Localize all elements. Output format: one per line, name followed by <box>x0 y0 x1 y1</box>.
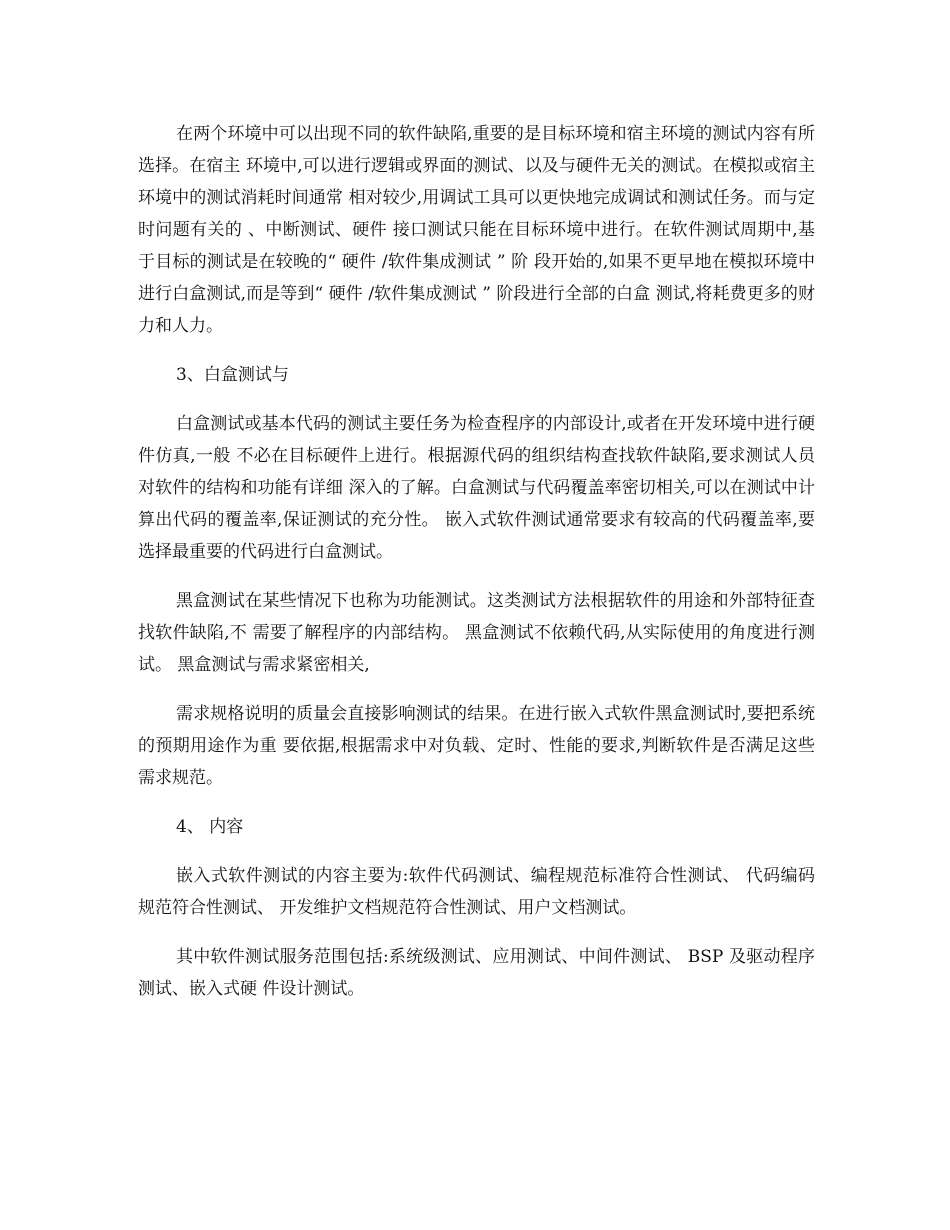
paragraph-service-scope: 其中软件测试服务范围包括:系统级测试、应用测试、中间件测试、 BSP 及驱动程序测试、嵌入式硬 件设计测试。 <box>138 947 815 999</box>
paragraph-white-box: 白盒测试或基本代码的测试主要任务为检查程序的内部设计,或者在开发环境中进行硬件仿真,一般 不必在目标硬件上进行。根据源代码的组织结构查找软件缺陷,要求测试人员对软件的结构和功能有详细 深入的了解。白盒测试与代码覆盖率密切相关,可以在测试中计算出代码的覆盖率,保证测试的充分性。 嵌入式软件测试通常要求有较高的代码覆盖率,要选择最重要的代码进行白盒测试。 <box>138 414 815 562</box>
paragraph-black-box: 黑盒测试在某些情况下也称为功能测试。这类测试方法根据软件的用途和外部特征查找软件缺陷,不 需要了解程序的内部结构。 黑盒测试不依赖代码,从实际使用的角度进行测试。 黑盒测试与需求紧密相关, <box>138 591 815 675</box>
section-heading-3: 3、白盒测试与 <box>176 365 289 385</box>
section-heading-4: 4、 内容 <box>176 817 244 837</box>
paragraph-requirements: 需求规格说明的质量会直接影响测试的结果。在进行嵌入式软件黑盒测试时,要把系统的预期用途作为重 要依据,根据需求中对负载、定时、性能的要求,判断软件是否满足这些需求规范。 <box>138 704 815 788</box>
document-page <box>138 118 815 1005</box>
paragraph-test-content: 嵌入式软件测试的内容主要为:软件代码测试、编程规范标准符合性测试、 代码编码规范符合性测试、 开发维护文档规范符合性测试、用户文档测试。 <box>138 866 815 918</box>
paragraph-environment-testing: 在两个环境中可以出现不同的软件缺陷,重要的是目标环境和宿主环境的测试内容有所选择。在宿主 环境中,可以进行逻辑或界面的测试、以及与硬件无关的测试。在模拟或宿主环境中的测试消耗时间通常 相对较少,用调试工具可以更快地完成调试和测试任务。而与定时问题有关的 、中断测试、硬件 接口测试只能在目标环境中进行。在软件测试周期中,基于目标的测试是在较晚的“ 硬件 /软件集成测试 ” 阶 段开始的,如果不更早地在模拟环境中进行白盒测试,而是等到“ 硬件 /软件集成测试 ” 阶段进行全部的白盒 测试,将耗费更多的财力和人力。 <box>138 124 815 336</box>
